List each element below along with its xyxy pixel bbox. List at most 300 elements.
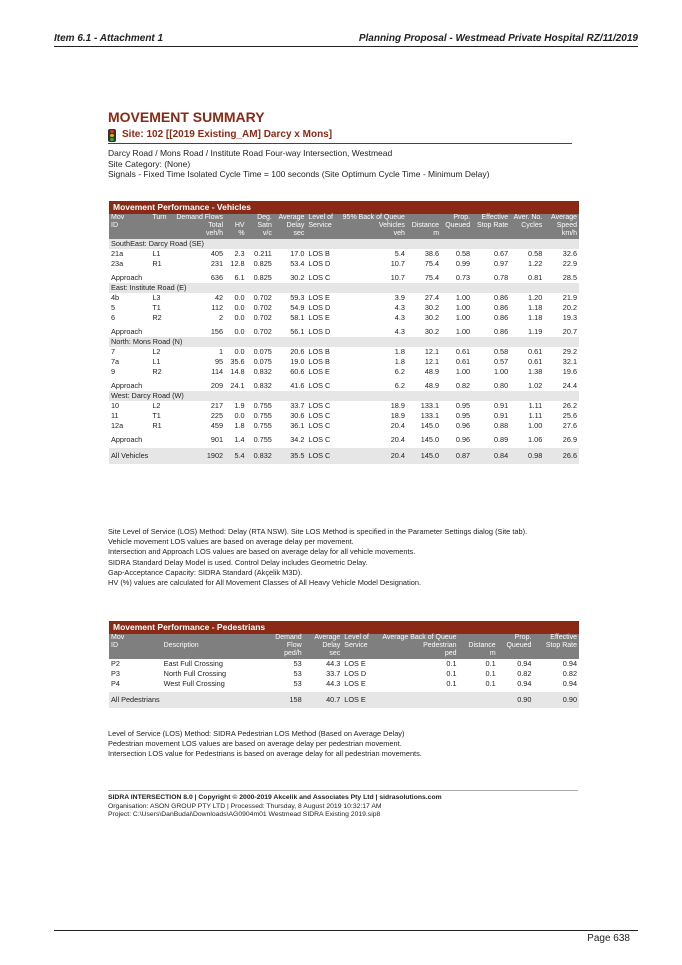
table-cell: 0.0 xyxy=(234,411,245,420)
table-cell: 59.3 xyxy=(290,293,305,302)
table-cell: 20.7 xyxy=(562,326,577,336)
table-cell: 1.00 xyxy=(528,421,543,430)
table-cell xyxy=(109,650,162,659)
description-line: Darcy Road / Mons Road / Institute Road Four-way Intersection, Westmead xyxy=(108,148,393,158)
table-cell: sec xyxy=(304,650,343,659)
table-header-row xyxy=(109,650,579,659)
table-cell: 54.9 xyxy=(290,303,305,312)
table-cell: 58.1 xyxy=(290,313,305,322)
table-cell: 0.0 xyxy=(234,326,245,336)
table-cell: 6.1 xyxy=(234,272,245,282)
table-header-row xyxy=(109,214,579,222)
table-cell: 1.00 xyxy=(455,326,471,336)
table-cell: T1 xyxy=(152,411,161,420)
note-line: Vehicle movement LOS values are based on average delay per movement. xyxy=(108,537,354,547)
table-cell: 1.00 xyxy=(455,367,471,376)
pedestrians-table xyxy=(109,621,579,708)
table-cell: 0.702 xyxy=(253,313,272,322)
table-cell: 1.22 xyxy=(528,259,543,268)
table-cell: 34.2 xyxy=(290,434,305,444)
table-cell: Aver. No. xyxy=(510,214,544,222)
table-cell: Average xyxy=(274,214,307,222)
table-cell: 145.0 xyxy=(407,448,441,464)
table-cell: 114 xyxy=(211,367,224,376)
table-cell: Level of xyxy=(342,634,380,642)
table-cell: 12.8 xyxy=(230,259,245,268)
table-cell: 53 xyxy=(293,659,302,668)
table-cell xyxy=(150,323,174,337)
table-cell: 133.1 xyxy=(420,411,440,420)
table-cell: LOS C xyxy=(308,411,331,420)
header-right: Planning Proposal - Westmead Private Hospital RZ/11/2019 xyxy=(358,33,638,44)
traffic-light-icon xyxy=(108,129,116,142)
table-cell: 0.86 xyxy=(493,313,509,322)
table-cell xyxy=(150,269,174,283)
table-cell: 0.075 xyxy=(253,357,272,366)
approach-group-row xyxy=(109,239,579,249)
table-cell: 48.9 xyxy=(424,367,440,376)
table-cell: R1 xyxy=(152,421,162,430)
table-cell: 30.2 xyxy=(424,303,440,312)
table-cell: 19.0 xyxy=(290,357,305,366)
site-description xyxy=(108,148,489,180)
table-row xyxy=(109,669,579,679)
table-cell: 231 xyxy=(210,259,224,268)
table-cell: ped xyxy=(380,650,458,659)
table-cell: LOS C xyxy=(308,401,331,410)
table-cell: 1.38 xyxy=(528,367,543,376)
table-cell: 0.075 xyxy=(253,347,272,356)
table-cell: 53 xyxy=(293,669,302,678)
table-cell: 0.755 xyxy=(253,411,272,420)
table-cell: 0.78 xyxy=(493,272,509,282)
table-cell: 459 xyxy=(210,421,224,430)
table-cell: 0.94 xyxy=(517,679,532,688)
table-cell: LOS E xyxy=(344,679,366,688)
table-cell: 10.7 xyxy=(390,272,405,282)
table-cell: 0.88 xyxy=(493,421,509,430)
table-cell: 20.4 xyxy=(341,448,407,464)
table-cell: 32.6 xyxy=(562,249,577,258)
footer-rule xyxy=(108,790,578,791)
table-cell: 30.2 xyxy=(290,272,305,282)
table-cell: 1 xyxy=(219,347,224,356)
table-cell: 35.5 xyxy=(274,448,307,464)
table-cell: Average xyxy=(544,214,579,222)
note-line: Intersection LOS value for Pedestrians is based on average delay for all pedestrian movements. xyxy=(108,749,422,759)
table-row xyxy=(109,259,579,269)
table-cell: 2.3 xyxy=(234,249,245,258)
table-cell xyxy=(441,230,472,239)
table-cell: 0.702 xyxy=(253,326,272,336)
table-cell: 0.755 xyxy=(253,421,272,430)
approach-group-row xyxy=(109,337,579,347)
table-cell: 0.95 xyxy=(455,401,471,410)
table-cell: 1.8 xyxy=(394,357,405,366)
table-header-row xyxy=(109,222,579,230)
approach-group-label: West: Darcy Road (W) xyxy=(109,391,579,401)
table-cell: 1.00 xyxy=(455,303,471,312)
table-cell: 25.6 xyxy=(562,411,577,420)
table-cell: West Full Crossing xyxy=(163,679,225,688)
table-cell: 0.1 xyxy=(485,659,496,668)
site-title: Site: 102 [[2019 Existing_AM] Darcy x Mons] xyxy=(122,129,333,140)
page-title: MOVEMENT SUMMARY xyxy=(108,109,265,125)
table-cell: 0.94 xyxy=(517,659,532,668)
page-header xyxy=(54,33,638,47)
table-cell xyxy=(510,230,544,239)
table-cell: 0.67 xyxy=(493,249,509,258)
table-cell: Description xyxy=(162,642,261,650)
table-cell: km/h xyxy=(544,230,579,239)
table-cell: Level of xyxy=(306,214,340,222)
table-cell: 75.4 xyxy=(424,272,440,282)
table-cell: Approach xyxy=(111,380,143,390)
table-cell: 901 xyxy=(210,434,224,444)
table-cell: LOS D xyxy=(308,326,331,336)
table-row xyxy=(109,421,579,431)
table-cell: 0.61 xyxy=(455,357,471,366)
table-cell: 53.4 xyxy=(290,259,305,268)
note-line: Pedestrian movement LOS values are based on average delay per pedestrian movement. xyxy=(108,739,402,749)
table-cell: 225 xyxy=(210,411,224,420)
table-cell: LOS D xyxy=(308,259,331,268)
table-cell: Queued xyxy=(498,642,534,650)
description-line: Site Category: (None) xyxy=(108,158,191,169)
table-cell: Average Back of Queue xyxy=(382,634,457,641)
all-pedestrians-row xyxy=(109,692,579,708)
table-cell: 0.0 xyxy=(234,313,245,322)
table-cell: 156 xyxy=(210,326,224,336)
approach-group-label: SouthEast: Darcy Road (SE) xyxy=(109,239,579,249)
table-cell: 1.11 xyxy=(528,411,543,420)
table-cell: 0.81 xyxy=(528,272,543,282)
table-cell: 5.4 xyxy=(225,448,247,464)
table-cell: 14.8 xyxy=(230,367,245,376)
table-cell: 0.1 xyxy=(446,659,457,668)
table-cell: 0.87 xyxy=(441,448,472,464)
table-cell: Stop Rate xyxy=(472,222,510,230)
table-cell: 0.755 xyxy=(253,401,272,410)
table-cell: 36.1 xyxy=(290,421,305,430)
table-cell: LOS C xyxy=(308,434,331,444)
table-cell: All Vehicles xyxy=(109,448,150,464)
table-cell: 0.80 xyxy=(493,380,509,390)
table-cell: Distance xyxy=(459,642,498,650)
table-cell: 24.1 xyxy=(230,380,245,390)
note-line: Level of Service (LOS) Method: SIDRA Pedestrian LOS Method (Based on Average Delay) xyxy=(108,729,405,738)
table-cell: 0.95 xyxy=(455,411,471,420)
table-cell: LOS E xyxy=(308,293,330,302)
table-cell: 0.97 xyxy=(493,259,509,268)
table-cell xyxy=(150,377,174,391)
table-cell: Prop. xyxy=(498,634,534,642)
table-cell: 1.8 xyxy=(234,421,245,430)
table-cell: 133.1 xyxy=(420,401,440,410)
table-row xyxy=(109,659,579,669)
table-header-row xyxy=(109,642,579,650)
table-cell: Satn xyxy=(247,222,274,230)
table-cell: T1 xyxy=(152,303,161,312)
table-cell xyxy=(459,692,498,708)
table-cell: ID xyxy=(109,642,162,650)
table-cell: 42 xyxy=(214,293,224,302)
table-cell: 0.89 xyxy=(493,434,509,444)
table-cell xyxy=(162,692,261,708)
table-cell: Flow xyxy=(261,642,304,650)
table-cell: 0.832 xyxy=(247,448,274,464)
table-cell: 1.02 xyxy=(528,380,543,390)
table-cell: 4.3 xyxy=(394,326,405,336)
table-cell: 60.6 xyxy=(290,367,305,376)
table-cell: 0.82 xyxy=(517,669,532,678)
table-cell: 0.61 xyxy=(455,347,471,356)
footer-organisation: Organisation: ASON GROUP PTY LTD | Processed: Thursday, 8 August 2019 10:32:17 AM xyxy=(108,802,382,810)
table-cell: 1.00 xyxy=(493,367,509,376)
table-cell: LOS E xyxy=(344,659,366,668)
table-cell: 0.98 xyxy=(510,448,544,464)
table-cell: 26.6 xyxy=(544,448,579,464)
table-cell: 41.6 xyxy=(290,380,305,390)
table-cell: 112 xyxy=(211,303,224,312)
note-line: Site Level of Service (LOS) Method: Delay (RTA NSW). Site LOS Method is specified in the Parameter Settings dialog (Site tab). xyxy=(108,527,528,536)
table-cell: 0.99 xyxy=(455,259,471,268)
table-cell: % xyxy=(225,230,247,239)
table-cell xyxy=(498,650,534,659)
table-cell: 3.9 xyxy=(394,293,405,302)
table-cell: LOS D xyxy=(308,303,331,312)
table-cell: Service xyxy=(342,642,380,650)
table-cell xyxy=(407,214,441,222)
table-cell: Speed xyxy=(544,222,579,230)
table-cell: Queued xyxy=(441,222,472,230)
table-cell: LOS C xyxy=(308,380,331,390)
table-cell: 20.4 xyxy=(390,421,405,430)
table-cell xyxy=(342,650,380,659)
note-line: Intersection and Approach LOS values are based on average delay for all vehicle movements. xyxy=(108,547,416,557)
table-cell: L1 xyxy=(152,357,161,366)
table-cell: Effective xyxy=(472,214,510,222)
table-cell: 0.96 xyxy=(455,434,471,444)
table-cell: 0.1 xyxy=(485,679,496,688)
table-cell: 0.61 xyxy=(528,347,543,356)
vehicles-notes xyxy=(108,527,527,588)
table-cell: 0.825 xyxy=(253,259,272,268)
table-cell: 4b xyxy=(111,293,120,302)
table-cell: L3 xyxy=(152,293,161,302)
table-cell: 6.2 xyxy=(394,380,405,390)
table-cell: 18.9 xyxy=(390,401,405,410)
table-cell: 18.9 xyxy=(390,411,405,420)
table-cell: 35.6 xyxy=(230,357,245,366)
table-cell: Effective xyxy=(533,634,579,642)
table-cell: 29.2 xyxy=(562,347,577,356)
table-cell: 0.96 xyxy=(455,421,471,430)
table-cell: 26.9 xyxy=(562,434,577,444)
table-cell: 24.4 xyxy=(562,380,577,390)
table-cell: P4 xyxy=(111,679,120,688)
table-row xyxy=(109,303,579,313)
table-cell: 0.832 xyxy=(253,367,272,376)
table-cell: 12.1 xyxy=(424,357,440,366)
vehicles-caption: Movement Performance - Vehicles xyxy=(109,201,579,214)
table-cell: v/c xyxy=(247,230,274,239)
approach-group-label: North: Mons Road (N) xyxy=(109,337,579,347)
table-cell: Total xyxy=(174,222,225,230)
table-cell: 20.4 xyxy=(390,434,405,444)
table-cell: L2 xyxy=(152,401,161,410)
approach-row xyxy=(109,323,579,337)
table-cell: 44.3 xyxy=(326,679,341,688)
table-cell: 1.9 xyxy=(234,401,245,410)
table-cell: P3 xyxy=(111,669,120,678)
table-cell: 0.90 xyxy=(533,692,579,708)
table-cell: 0.825 xyxy=(253,272,272,282)
table-cell: Pedestrian xyxy=(380,642,458,650)
table-cell: 26.2 xyxy=(562,401,577,410)
table-cell xyxy=(533,650,579,659)
approach-row xyxy=(109,269,579,283)
table-cell: 0.702 xyxy=(253,293,272,302)
table-row xyxy=(109,679,579,689)
table-cell xyxy=(150,222,174,230)
table-cell: 1.19 xyxy=(528,326,543,336)
header-left: Item 6.1 - Attachment 1 xyxy=(54,33,164,44)
table-cell: 7a xyxy=(111,357,120,366)
table-cell xyxy=(306,230,340,239)
description-line: Signals - Fixed Time Isolated Cycle Time = 100 seconds (Site Optimum Cycle Time - Minimum Delay) xyxy=(108,169,490,179)
table-cell: 2 xyxy=(219,313,224,322)
table-cell: Demand xyxy=(261,634,304,642)
table-cell xyxy=(150,431,174,445)
table-cell: m xyxy=(459,650,498,659)
table-cell: 0.57 xyxy=(493,357,509,366)
table-cell: 0.1 xyxy=(485,669,496,678)
footer-project: Project: C:\Users\DanBudai\Downloads\AG0904m01 Westmead SIDRA Existing 2019.sip8 xyxy=(108,811,381,819)
table-cell: 44.3 xyxy=(326,659,341,668)
table-cell: 0.90 xyxy=(498,692,534,708)
table-cell: R2 xyxy=(152,313,162,322)
table-row xyxy=(109,367,579,377)
table-cell: 4.3 xyxy=(394,313,405,322)
table-cell: 6 xyxy=(111,313,116,322)
table-cell: 1902 xyxy=(174,448,225,464)
approach-row xyxy=(109,431,579,445)
table-cell xyxy=(459,634,498,642)
table-cell: ID xyxy=(109,222,150,230)
table-cell: LOS E xyxy=(308,367,330,376)
table-cell: 0.73 xyxy=(455,272,471,282)
table-cell xyxy=(162,634,261,642)
table-cell: 0.0 xyxy=(234,293,245,302)
table-cell: Delay xyxy=(274,222,307,230)
table-cell: LOS C xyxy=(306,448,340,464)
table-cell: 19.3 xyxy=(562,313,577,322)
table-header-row xyxy=(109,230,579,239)
table-cell: 75.4 xyxy=(424,259,440,268)
table-cell: 12.1 xyxy=(424,347,440,356)
table-cell: veh xyxy=(341,230,407,239)
table-cell: 95% Back of Queue xyxy=(342,214,405,221)
table-row xyxy=(109,411,579,421)
table-cell: 28.5 xyxy=(562,272,577,282)
approach-group-row xyxy=(109,283,579,293)
table-cell: Delay xyxy=(304,642,343,650)
table-cell: 20.2 xyxy=(562,303,577,312)
table-cell: L2 xyxy=(152,347,161,356)
page-footer-rule xyxy=(54,930,638,931)
table-cell: 40.7 xyxy=(304,692,343,708)
table-cell: 0.755 xyxy=(253,434,272,444)
table-cell: 4.3 xyxy=(394,303,405,312)
table-cell: 17.0 xyxy=(290,249,305,258)
note-line: SIDRA Standard Delay Model is used. Control Delay includes Geometric Delay. xyxy=(108,557,368,567)
table-cell: East Full Crossing xyxy=(163,659,223,668)
table-cell: 405 xyxy=(210,249,224,258)
table-cell: All Pedestrians xyxy=(109,692,162,708)
vehicles-table xyxy=(109,201,579,464)
table-cell: 0.58 xyxy=(493,347,509,356)
table-row xyxy=(109,347,579,357)
table-cell: North Full Crossing xyxy=(163,669,227,678)
table-cell: 217 xyxy=(210,401,224,410)
table-cell: 53 xyxy=(293,679,302,688)
table-cell: 32.1 xyxy=(562,357,577,366)
table-cell: 21.9 xyxy=(562,293,577,302)
table-cell xyxy=(150,448,174,464)
table-cell: P2 xyxy=(111,659,120,668)
table-cell: 1.8 xyxy=(394,347,405,356)
table-cell: 1.06 xyxy=(528,434,543,444)
table-row xyxy=(109,357,579,367)
table-cell: 27.6 xyxy=(562,421,577,430)
table-cell: 11 xyxy=(111,411,119,420)
table-cell: 48.9 xyxy=(424,380,440,390)
table-cell: 636 xyxy=(210,272,224,282)
table-cell: 0.82 xyxy=(455,380,471,390)
table-cell: 145.0 xyxy=(420,421,440,430)
table-cell: Approach xyxy=(111,326,143,336)
table-cell: LOS D xyxy=(344,669,367,678)
table-cell: 95 xyxy=(214,357,224,366)
table-cell: 27.4 xyxy=(424,293,440,302)
note-line: Gap-Acceptance Capacity: SIDRA Standard (Akçelik M3D). xyxy=(108,567,303,577)
table-cell: Distance xyxy=(407,222,441,230)
approach-group-label: East: Institute Road (E) xyxy=(109,283,579,293)
table-cell: 0.91 xyxy=(493,401,509,410)
table-cell: 10.7 xyxy=(390,259,405,268)
table-cell: HV xyxy=(225,222,247,230)
table-cell: 0.0 xyxy=(234,303,245,312)
table-cell: 0.832 xyxy=(253,380,272,390)
table-cell: LOS E xyxy=(342,692,380,708)
table-cell: Mov xyxy=(109,634,162,642)
table-cell: 9 xyxy=(111,367,116,376)
table-cell: 1.18 xyxy=(528,303,543,312)
table-cell: LOS C xyxy=(308,272,331,282)
table-cell: 0.1 xyxy=(446,669,457,678)
table-cell: 30.2 xyxy=(424,313,440,322)
table-cell: Prop. xyxy=(441,214,472,222)
site-heading xyxy=(108,129,572,144)
table-cell: 33.7 xyxy=(326,669,341,678)
table-cell: LOS C xyxy=(308,421,331,430)
approach-row xyxy=(109,377,579,391)
table-cell: 20.6 xyxy=(290,347,305,356)
table-cell: 10 xyxy=(111,401,120,410)
table-cell xyxy=(109,230,150,239)
table-cell: sec xyxy=(274,230,307,239)
